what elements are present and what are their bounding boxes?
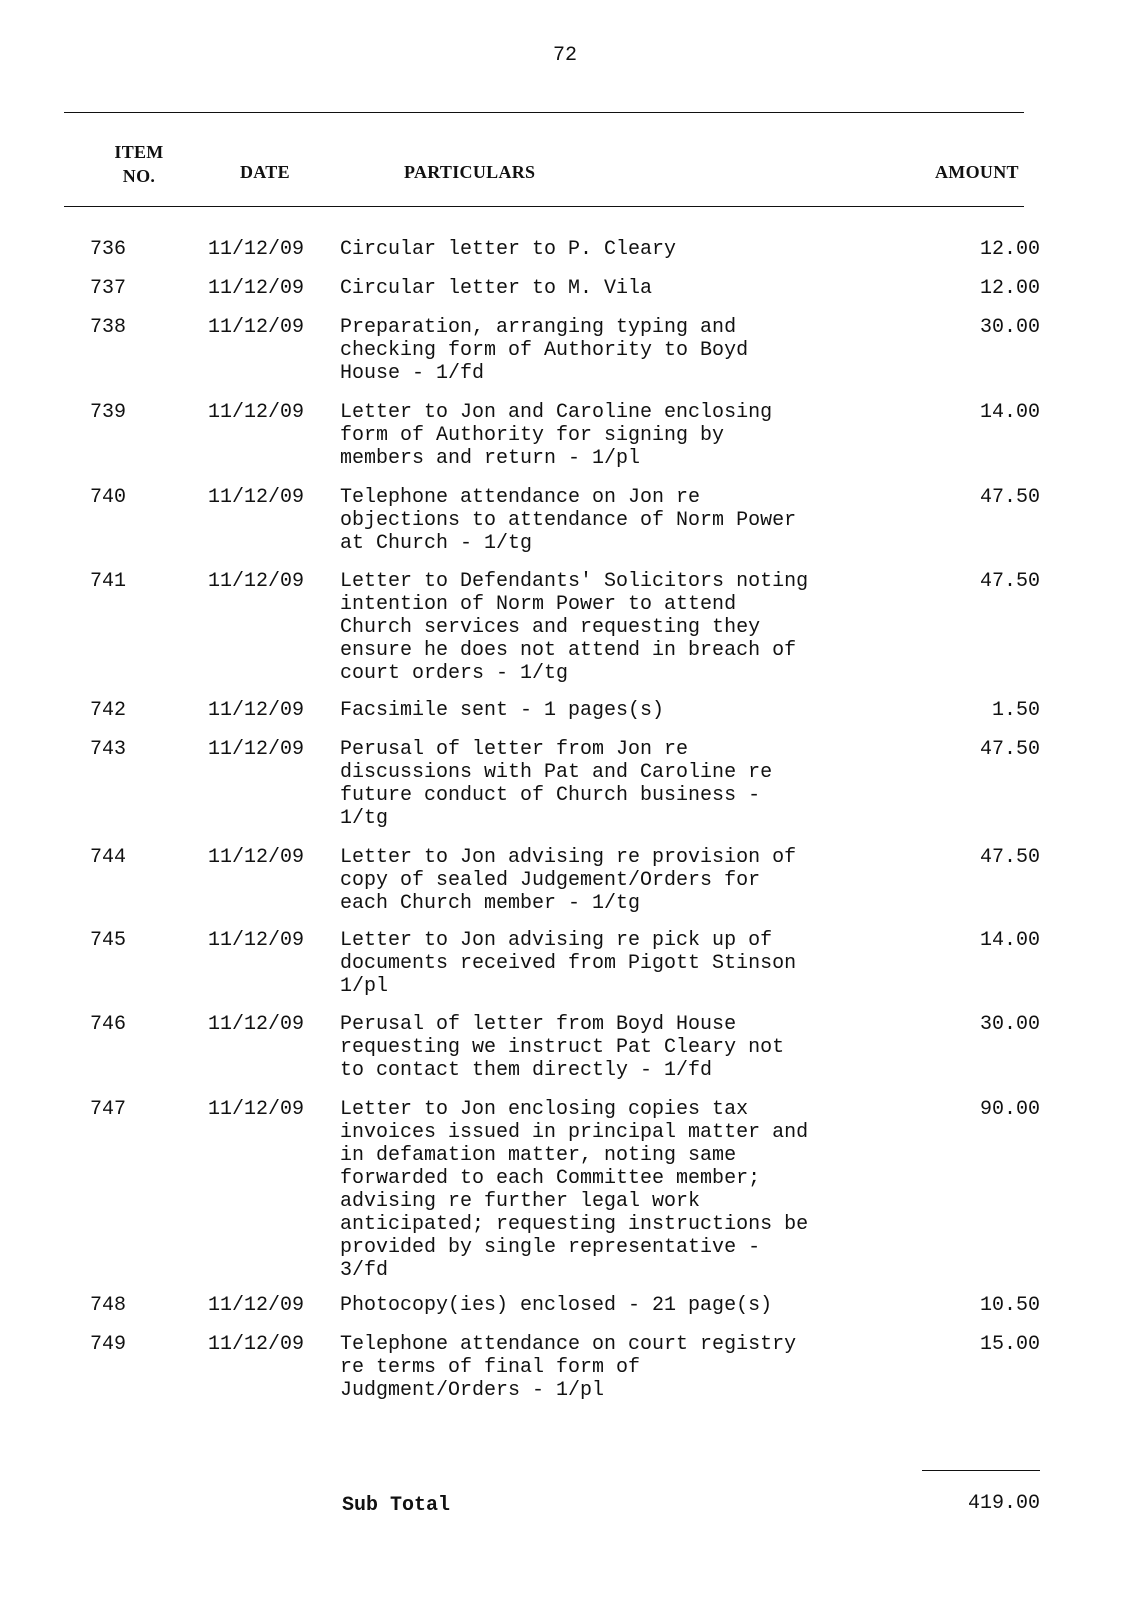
subtotal-label: Sub Total xyxy=(342,1494,451,1517)
particulars-text: Letter to Jon advising re pick up of documents received from Pigott Stinson 1/pl xyxy=(340,929,797,998)
item-number: 746 xyxy=(90,1013,127,1036)
item-number: 738 xyxy=(90,316,127,339)
particulars-text: Telephone attendance on court registry re terms of final form of Judgment/Orders - 1/pl xyxy=(340,1333,797,1402)
header-top-rule xyxy=(64,112,1024,113)
particulars-text: Letter to Jon and Caroline enclosing form of Authority for signing by members and return - 1/pl xyxy=(340,401,773,470)
entry-date: 11/12/09 xyxy=(208,1294,305,1317)
item-number: 739 xyxy=(90,401,127,424)
particulars-text: Perusal of letter from Jon re discussions with Pat and Caroline re future conduct of Church business - 1/tg xyxy=(340,738,773,830)
item-number: 747 xyxy=(90,1098,127,1121)
entry-date: 11/12/09 xyxy=(208,316,305,339)
amount-value: 47.50 xyxy=(979,738,1040,761)
entry-date: 11/12/09 xyxy=(208,1333,305,1356)
page-number: 72 xyxy=(552,44,577,67)
entry-date: 11/12/09 xyxy=(208,699,305,722)
particulars-text: Letter to Jon advising re provision of copy of sealed Judgement/Orders for each Church member - 1/tg xyxy=(340,846,797,915)
entry-date: 11/12/09 xyxy=(208,401,305,424)
amount-value: 30.00 xyxy=(979,316,1040,339)
subtotal-amount: 419.00 xyxy=(967,1492,1040,1515)
column-header-particulars: PARTICULARS xyxy=(404,162,536,182)
amount-value: 12.00 xyxy=(979,238,1040,261)
entry-date: 11/12/09 xyxy=(208,738,305,761)
item-number: 748 xyxy=(90,1294,127,1317)
item-number: 736 xyxy=(90,238,127,261)
amount-value: 47.50 xyxy=(979,846,1040,869)
entry-date: 11/12/09 xyxy=(208,929,305,952)
amount-value: 14.00 xyxy=(979,929,1040,952)
item-number: 742 xyxy=(90,699,127,722)
amount-value: 90.00 xyxy=(979,1098,1040,1121)
column-header-date: DATE xyxy=(240,162,290,182)
particulars-text: Preparation, arranging typing and checking form of Authority to Boyd House - 1/fd xyxy=(340,316,749,385)
subtotal-rule xyxy=(922,1470,1040,1471)
amount-value: 14.00 xyxy=(979,401,1040,424)
item-number: 737 xyxy=(90,277,127,300)
particulars-text: Letter to Defendants' Solicitors noting intention of Norm Power to attend Church services and requesting they ensure he does not attend in breach of court orders - 1/tg xyxy=(340,570,809,685)
entry-date: 11/12/09 xyxy=(208,277,305,300)
particulars-text: Perusal of letter from Boyd House requesting we instruct Pat Cleary not to contact them directly - 1/fd xyxy=(340,1013,785,1082)
particulars-text: Photocopy(ies) enclosed - 21 page(s) xyxy=(340,1294,773,1317)
particulars-text: Letter to Jon enclosing copies tax invoices issued in principal matter and in defamation matter, noting same forwarded to each Committee member; advising re further legal work anticipated; requesting instructions be provided by single representative - 3/fd xyxy=(340,1098,809,1282)
header-bottom-rule xyxy=(64,206,1024,207)
amount-value: 47.50 xyxy=(979,486,1040,509)
item-number: 741 xyxy=(90,570,127,593)
item-number: 745 xyxy=(90,929,127,952)
entry-date: 11/12/09 xyxy=(208,1013,305,1036)
entry-date: 11/12/09 xyxy=(208,486,305,509)
item-number: 749 xyxy=(90,1333,127,1356)
entry-date: 11/12/09 xyxy=(208,846,305,869)
amount-value: 30.00 xyxy=(979,1013,1040,1036)
entry-date: 11/12/09 xyxy=(208,570,305,593)
column-header-item-no: ITEM NO. xyxy=(114,142,164,186)
item-number: 740 xyxy=(90,486,127,509)
amount-value: 1.50 xyxy=(991,699,1040,722)
amount-value: 15.00 xyxy=(979,1333,1040,1356)
column-header-amount: AMOUNT xyxy=(935,162,1019,182)
particulars-text: Telephone attendance on Jon re objections to attendance of Norm Power at Church - 1/tg xyxy=(340,486,797,555)
item-number: 743 xyxy=(90,738,127,761)
particulars-text: Facsimile sent - 1 pages(s) xyxy=(340,699,665,722)
particulars-text: Circular letter to P. Cleary xyxy=(340,238,677,261)
amount-value: 47.50 xyxy=(979,570,1040,593)
entry-date: 11/12/09 xyxy=(208,238,305,261)
particulars-text: Circular letter to M. Vila xyxy=(340,277,653,300)
amount-value: 12.00 xyxy=(979,277,1040,300)
entry-date: 11/12/09 xyxy=(208,1098,305,1121)
item-number: 744 xyxy=(90,846,127,869)
amount-value: 10.50 xyxy=(979,1294,1040,1317)
